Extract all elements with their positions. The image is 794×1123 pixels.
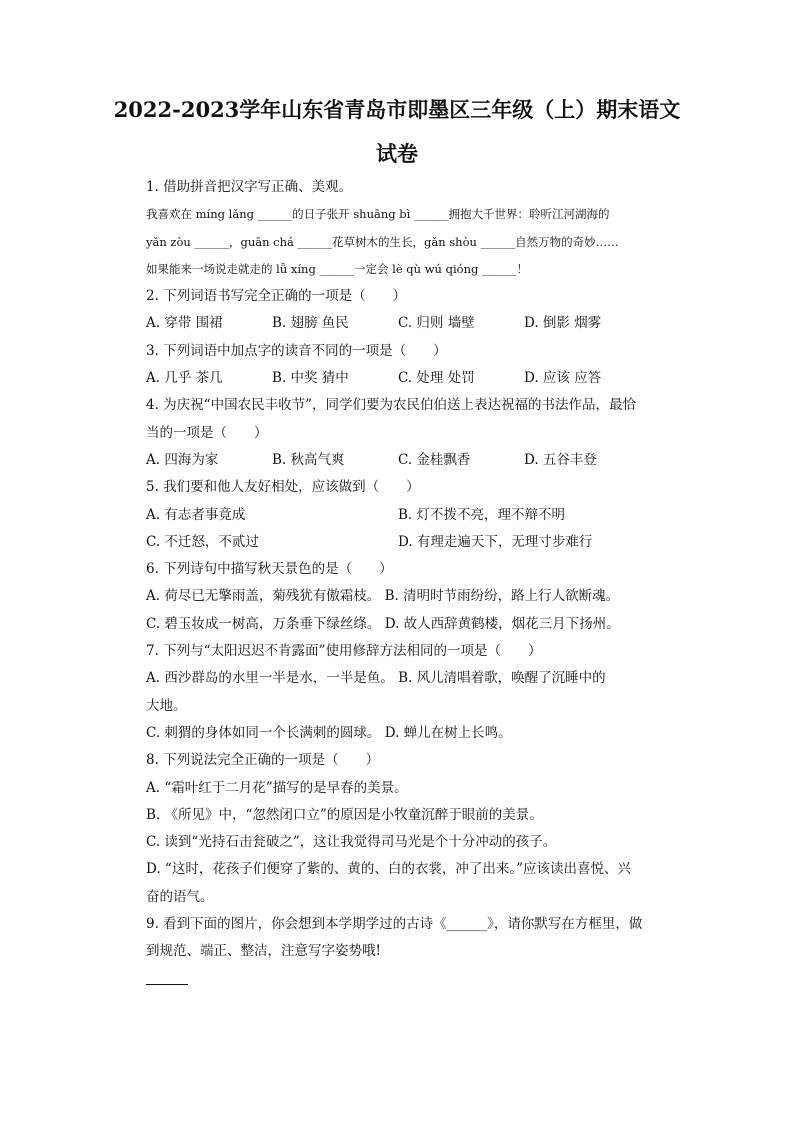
q4-option-a: A. 四海为家: [146, 451, 219, 468]
q3-options: [146, 365, 686, 392]
q3-option-a: A. 几乎 茶几: [146, 370, 223, 387]
q5-option-d: D. 有理走遍天下，无理寸步难行: [398, 533, 593, 550]
q5-option-b: B. 灯不拨不亮，理不辩不明: [398, 506, 566, 523]
title-line-2: 试卷: [376, 141, 418, 166]
q3-stem: 3. 下列词语中加点字的读音不同的一项是（ ）: [146, 342, 447, 359]
q7-options-cd: C. 刺猬的身体如同一个长满刺的圆球。 D. 蝉儿在树上长鸣。: [146, 724, 512, 741]
q3-option-b: B. 中奖 猜中: [272, 370, 349, 387]
q7-options-b-cont: 大地。: [146, 697, 187, 714]
q2-option-c: C. 归则 墙壁: [398, 315, 475, 332]
q4-options: [146, 447, 686, 474]
q4-option-c: C. 金桂飘香: [398, 451, 471, 468]
q2-stem: 2. 下列词语书写完全正确的一项是（ ）: [146, 288, 407, 305]
q5-option-a: A. 有志者事竟成: [146, 506, 246, 523]
q3-option-d: D. 应该 应答: [524, 370, 602, 387]
q5-stem: 5. 我们要和他人友好相处，应该做到（ ）: [146, 479, 420, 496]
q1-line-2: yǎn zòu ______，guān chá ______花草树木的生长，gǎn shòu ______自然万物的奇妙……: [146, 234, 619, 249]
q9-stem-2: 到规范、端正、整洁，注意写字姿势哦!: [146, 943, 381, 960]
q4-stem: 4. 为庆祝“中国农民丰收节”，同学们要为农民伯伯送上表达祝福的书法作品，最恰: [146, 397, 636, 414]
q9-stem: 9. 看到下面的图片，你会想到本学期学过的古诗《______》，请你默写在方框里，做: [146, 916, 643, 933]
q4-option-b: B. 秋高气爽: [272, 451, 345, 468]
q2-option-d: D. 倒影 烟雾: [524, 315, 602, 332]
q2-option-a: A. 穿带 围裙: [146, 315, 223, 332]
exam-title: [110, 88, 684, 176]
q8-option-b: B. 《所见》中，“忽然闭口立”的原因是小牧童沉醉于眼前的美景。: [146, 806, 543, 823]
answer-blank[interactable]: [146, 968, 188, 985]
q8-option-d-cont: 奋的语气。: [146, 888, 214, 905]
q3-option-c: C. 处理 处罚: [398, 370, 475, 387]
q6-options-ab: A. 荷尽已无擎雨盖，菊残犹有傲霜枝。 B. 清明时节雨纷纷，路上行人欲断魂。: [146, 588, 620, 605]
q1-line-1: 我喜欢在 míng lǎng ______的日子张开 shuāng bì ______拥抱大千世界：聆听江河湖海的: [146, 207, 610, 222]
q4-stem-2: 当的一项是（ ）: [146, 424, 268, 441]
q8-option-c: C. 读到“光持石击瓮破之”，这让我觉得司马光是个十分冲动的孩子。: [146, 834, 557, 851]
questions: [146, 174, 686, 985]
q1-line-3: 如果能来一场说走就走的 lǚ xíng ______一定会 lè qù wú qióng ______！: [146, 261, 528, 276]
q6-stem: 6. 下列诗句中描写秋天景色的是（ ）: [146, 561, 393, 578]
q1-stem: 1. 借助拼音把汉字写正确、美观。: [146, 179, 353, 195]
q8-stem: 8. 下列说法完全正确的一项是（ ）: [146, 752, 380, 769]
q8-option-d: D. “这时，花孩子们便穿了紫的、黄的、白的衣裳，冲了出来。”应该读出喜悦、兴: [146, 861, 631, 878]
q2-options: [146, 310, 686, 337]
q5-options-cd: [146, 529, 686, 556]
q5-options-ab: [146, 502, 686, 529]
q2-option-b: B. 翅膀 鱼民: [272, 315, 349, 332]
q8-option-a: A. “霜叶红于二月花”描写的是早春的美景。: [146, 779, 408, 796]
q5-option-c: C. 不迁怒，不贰过: [146, 533, 259, 550]
q7-options-ab: A. 西沙群岛的水里一半是水，一半是鱼。 B. 风儿清唱着歌，唤醒了沉睡中的: [146, 670, 606, 687]
title-line-1: 2022-2023学年山东省青岛市即墨区三年级（上）期末语文: [113, 97, 681, 122]
q4-option-d: D. 五谷丰登: [524, 451, 597, 468]
q6-options-cd: C. 碧玉妆成一树高，万条垂下绿丝绦。 D. 故人西辞黄鹤楼，烟花三月下扬州。: [146, 615, 620, 632]
q7-stem: 7. 下列与“太阳迟迟不肯露面”使用修辞方法相同的一项是（ ）: [146, 643, 542, 660]
